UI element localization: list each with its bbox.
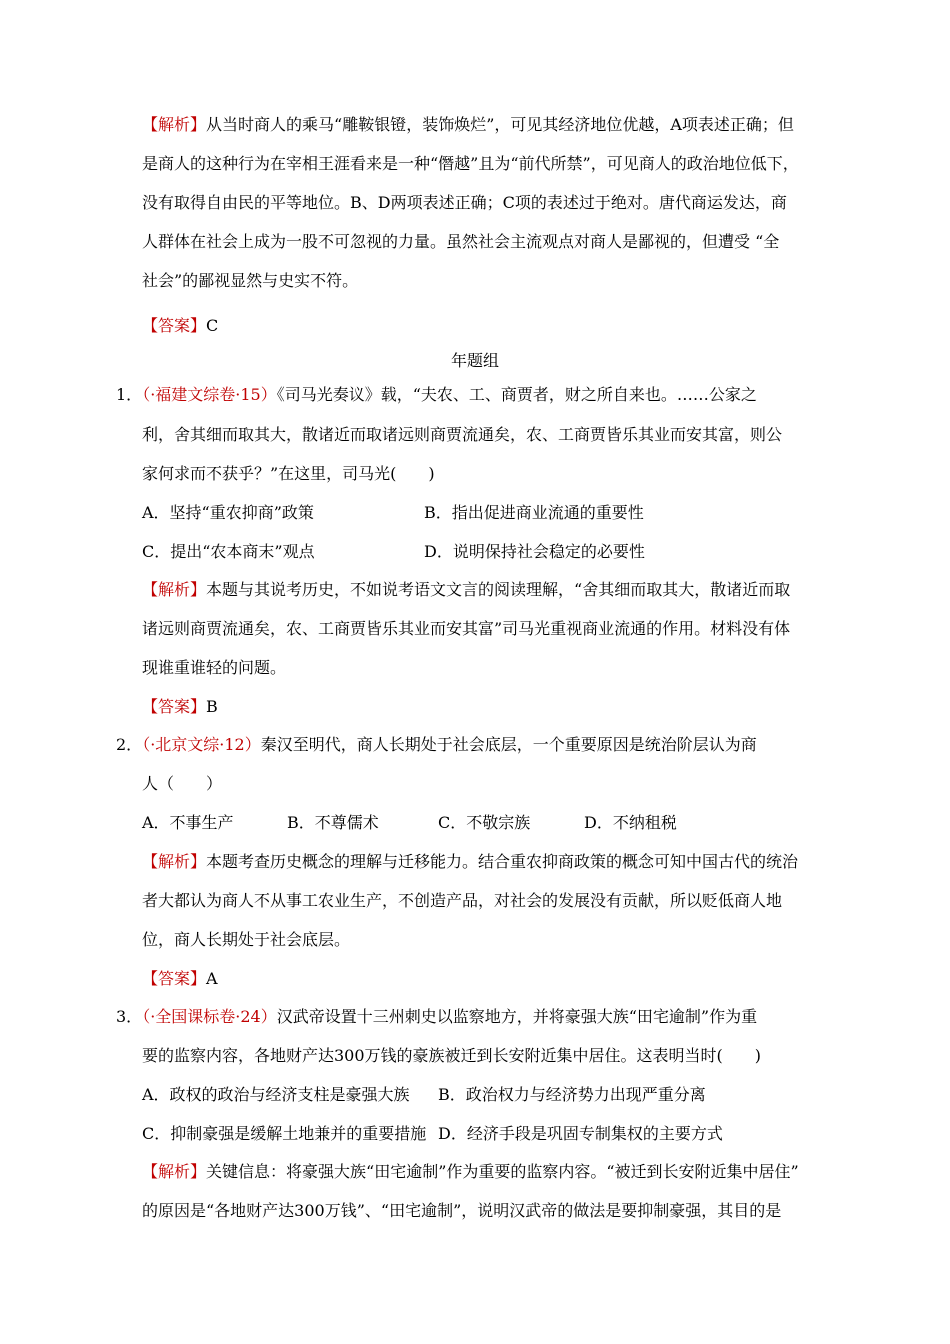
question-3-stem-line-2: 要的监察内容，各地财产达300万钱的豪族被迁到长安附近集中居住。这表明当时( ) [142,1046,762,1065]
question-3-option-d: D．经济手段是巩固专制集权的主要方式 [438,1124,723,1143]
question-2-analysis-line-3: 位，商人长期处于社会底层。 [142,930,351,949]
question-3-analysis-line-1: 【解析】关键信息：将豪强大族“田宅逾制”作为重要的监察内容。“被迁到长安附近集中居住” [142,1162,799,1181]
question-source: （·福建文综卷·15） [142,385,277,404]
question-source: （·北京文综·12） [142,735,261,754]
question-number: 2． [116,735,143,754]
question-3-option-c: C．抑制豪强是缓解土地兼并的重要措施 [142,1124,427,1143]
question-2-stem-line-1: 2．（·北京文综·12）秦汉至明代，商人长期处于社会底层，一个重要原因是统治阶层认为商 [116,735,757,754]
section-title: 年题组 [450,351,499,370]
analysis-tag: 【解析】 [142,115,207,134]
question-3-stem-line-1: 3．（·全国课标卷·24）汉武帝设置十三州刺史以监察地方，并将豪强大族“田宅逾制”作为重 [116,1007,758,1026]
intro-analysis-line-4: 人群体在社会上成为一股不可忽视的力量。虽然社会主流观点对商人是鄙视的，但遭受 “全 [142,232,780,251]
question-2-answer: 【答案】A [142,969,218,988]
answer-tag: 【答案】 [142,969,207,988]
question-1-option-c: C．提出“农本商末”观点 [142,542,315,561]
question-2-option-d: D．不纳租税 [584,813,677,832]
question-number: 3． [116,1007,143,1026]
question-1-stem-line-2: 利，舍其细而取其大，散诸近而取诸远则商贾流通矣，农、工商贾皆乐其业而安其富，则公 [142,425,783,444]
answer-tag: 【答案】 [142,697,207,716]
answer-tag: 【答案】 [142,316,207,335]
intro-analysis-line-5: 社会”的鄙视显然与史实不符。 [142,271,359,290]
question-2-stem-line-2: 人（ ） [142,774,223,793]
question-1-option-b: B．指出促进商业流通的重要性 [424,503,644,522]
question-source: （·全国课标卷·24） [142,1007,277,1026]
question-2-option-b: B．不尊儒术 [287,813,379,832]
question-1-option-d: D．说明保持社会稳定的必要性 [424,542,645,561]
question-1-analysis-line-3: 现谁重谁轻的问题。 [142,658,287,677]
question-1-analysis-line-1: 【解析】本题与其说考历史，不如说考语文文言的阅读理解，“舍其细而取其大，散诸近而取 [142,580,791,599]
analysis-tag: 【解析】 [142,1162,207,1181]
question-2-option-c: C．不敬宗族 [438,813,531,832]
intro-answer: 【答案】C [142,316,219,335]
question-1-answer: 【答案】B [142,697,218,716]
analysis-tag: 【解析】 [142,852,207,871]
question-1-stem-line-3: 家何求而不获乎？”在这里，司马光( ) [142,464,435,483]
question-3-option-a: A．政权的政治与经济支柱是豪强大族 [142,1085,410,1104]
question-3-analysis-line-2: 的原因是“各地财产达300万钱”、“田宅逾制”，说明汉武帝的做法是要抑制豪强，其目的是 [142,1201,782,1220]
question-1-stem-line-1: 1．（·福建文综卷·15）《司马光奏议》载，“夫农、工、商贾者，财之所自来也。……公家之 [116,385,757,404]
intro-analysis-line-2: 是商人的这种行为在宰相王涯看来是一种“僭越”且为“前代所禁”，可见商人的政治地位低下， [142,154,799,173]
intro-analysis-line-3: 没有取得自由民的平等地位。B、D两项表述正确；C项的表述过于绝对。唐代商运发达，商 [142,193,787,212]
question-2-analysis-line-1: 【解析】本题考查历史概念的理解与迁移能力。结合重农抑商政策的概念可知中国古代的统治 [142,852,799,871]
analysis-tag: 【解析】 [142,580,207,599]
question-2-analysis-line-2: 者大都认为商人不从事工农业生产，不创造产品，对社会的发展没有贡献，所以贬低商人地 [142,891,783,910]
question-number: 1． [116,385,143,404]
intro-analysis-line-1: 【解析】从当时商人的乘马“雕鞍银镫，装饰焕烂”，可见其经济地位优越，A项表述正确；但 [142,115,794,134]
question-1-analysis-line-2: 诸远则商贾流通矣，农、工商贾皆乐其业而安其富”司马光重视商业流通的作用。材料没有体 [142,619,791,638]
question-2-option-a: A．不事生产 [142,813,234,832]
question-3-option-b: B．政治权力与经济势力出现严重分离 [438,1085,706,1104]
question-1-option-a: A．坚持“重农抑商”政策 [142,503,314,522]
